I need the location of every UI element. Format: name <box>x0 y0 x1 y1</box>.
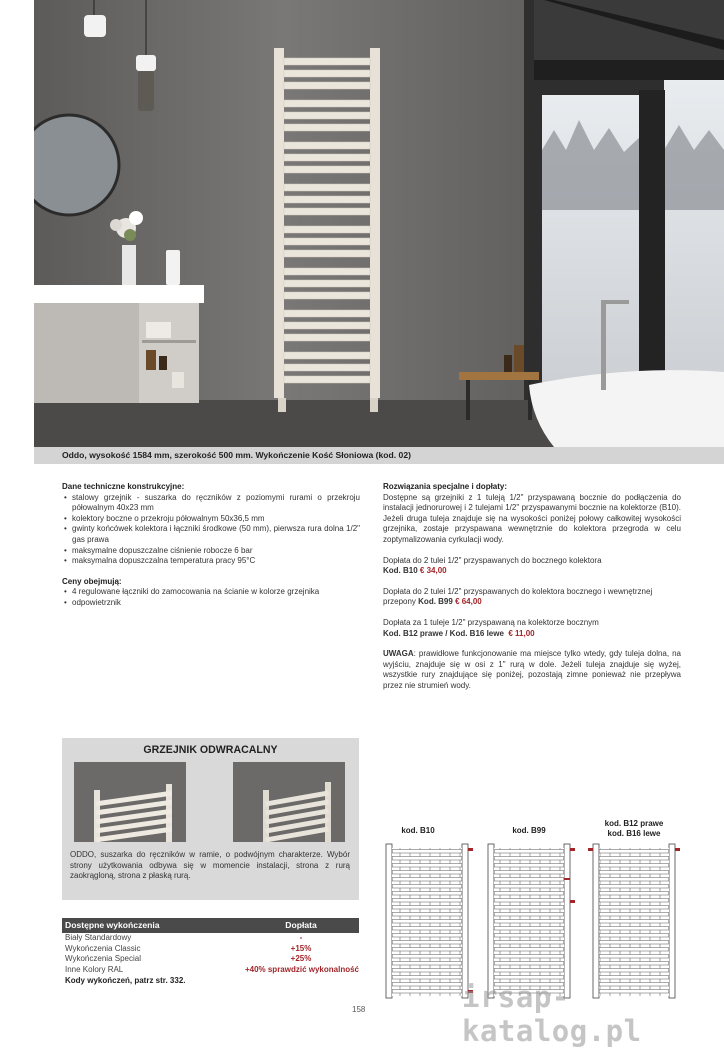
diagram-label-b12-line2: kod. B16 lewe <box>607 829 661 838</box>
tech-specs-section <box>62 482 360 609</box>
list-item <box>62 556 360 567</box>
hero-photo <box>34 0 724 447</box>
list-item: • odpowietrznik <box>62 598 360 609</box>
reversible-description: ODDO, suszarka do ręczników w ramie, o podwójnym charakterze. Wybór strony użytkowania odbywa się w momencie instalacji, strona z rurą zaokrągloną, strona z płaską rurą. <box>70 850 350 881</box>
b12-line <box>383 629 681 640</box>
finishes-head-name: Dostępne wykończenia <box>65 920 160 930</box>
finish-name: Biały Standardowy <box>65 933 132 942</box>
special-intro: Dostępne są grzejniki z 1 tuleją 1/2" przyspawaną bocznie do podłączenia do instalacji jednorurowej i 2 tulejami 1/2" przyspawanymi bocznie na kolektorze (B10). Jeżeli druga tuleja znajduje się na wysokości poniżej połowy całkowitej wysokości grzejnika, zostaje przyspawana wewnętrznie do kolektora przegroda w celu zoptymalizowania cyrkulacji wody. <box>383 492 681 544</box>
tech-specs-title: Dane techniczne konstrukcyjne: <box>62 482 185 491</box>
b99-text: Dopłata do 2 tulei 1/2" przyspawanych do kolektora bocznego i wewnętrznej przepony <box>383 586 653 607</box>
special-solutions-section <box>383 482 681 692</box>
warning-note <box>383 649 681 691</box>
b12-code: Kod. B12 prawe / Kod. B16 lewe <box>383 628 504 638</box>
connection-diagrams <box>380 838 690 1000</box>
diagram-label-b99: kod. B99 <box>512 826 546 835</box>
b10-price: € 34,00 <box>419 566 447 576</box>
bathroom-illustration <box>34 0 724 447</box>
table-row <box>62 965 359 976</box>
reversible-title: GRZEJNIK ODWRACALNY <box>143 744 278 756</box>
finish-price: +15% <box>290 943 312 953</box>
b99-code: Kod. B99 <box>418 597 453 607</box>
photo-caption: Oddo, wysokość 1584 mm, szerokość 500 mm. Wykończenie Kość Słoniowa (kod. 02) <box>34 447 724 464</box>
diagram-label-b10: kod. B10 <box>401 826 435 835</box>
warning-label: UWAGA <box>383 649 414 659</box>
table-row <box>62 933 359 944</box>
finishes-footer: Kody wykończeń, patrz str. 332. <box>65 976 186 986</box>
included-list <box>62 587 360 608</box>
included-title: Ceny obejmują: <box>62 576 122 586</box>
finish-name: Inne Kolory RAL <box>65 964 124 974</box>
towel-radiator <box>274 48 380 412</box>
watermark: irsap-katalog.pl <box>462 980 642 1048</box>
list-item: • kolektory boczne o przekroju półowalnym 50x36,5 mm <box>62 514 360 525</box>
reversible-photo-flat <box>233 762 345 842</box>
finish-name: Wykończenia Special <box>65 954 141 964</box>
diagram-label-b12-line1: kod. B12 prawe <box>604 819 664 828</box>
table-row <box>62 954 359 965</box>
list-item-text: maksymalna dopuszczalna temperatura pracy 95°C <box>72 556 256 566</box>
list-item: • maksymalne dopuszczalne ciśnienie robocze 6 bar <box>62 546 360 557</box>
diagram-b99 <box>488 844 575 998</box>
finish-name: Wykończenia Classic <box>65 943 141 953</box>
finish-price: +25% <box>290 954 312 964</box>
finishes-head-price: Dopłata <box>285 920 317 930</box>
radiator-rounded-illustration <box>74 762 186 842</box>
reversible-photo-rounded <box>74 762 186 842</box>
b12-text: Dopłata za 1 tuleje 1/2" przyspawaną na kolektorze bocznym <box>383 617 599 627</box>
table-row <box>62 944 359 955</box>
list-item: • 4 regulowane łączniki do zamocowania na ścianie w kolorze grzejnika <box>62 587 360 598</box>
warning-text: : prawidłowe funkcjonowanie ma miejsce tylko wtedy, gdy tuleja dolna, na wyjściu, znajduje się w osi z 1" rurą w dole. Jeżeli tuleja znajduje się wyżej, wszystkie rury znajdujące się poniżej, pozostają zimne ponieważ nie przepływa przez nie strumień wody. <box>383 649 681 690</box>
list-item: • stalowy grzejnik - suszarka do ręczników z poziomymi rurami o przekroju półowalnym 40x23 mm <box>62 493 360 514</box>
tech-specs-list <box>62 493 360 567</box>
finish-price: - <box>299 933 303 942</box>
finish-price: +40% sprawdzić wykonalność <box>244 964 359 974</box>
b10-text: Dopłata do 2 tulei 1/2" przyspawanych do bocznego kolektora <box>383 555 602 565</box>
diagram-b10 <box>386 844 473 998</box>
finishes-table <box>62 918 359 986</box>
finishes-header <box>62 918 359 933</box>
b99-price: € 64,00 <box>455 597 482 607</box>
b10-code: Kod. B10 <box>383 566 418 576</box>
reversible-panel <box>62 738 359 900</box>
list-item: • gwinty końcówek kolektora i łączniki środkowe (50 mm), pierwsza rura dolna 1/2" gas prawa <box>62 524 360 545</box>
special-title: Rozwiązania specjalne i dopłaty: <box>383 482 508 491</box>
radiator-flat-illustration <box>233 762 345 842</box>
b99-block <box>383 587 681 608</box>
b10-line <box>383 566 681 577</box>
diagram-label-b12 <box>589 819 679 839</box>
b12-price: € 11,00 <box>508 628 535 638</box>
diagram-b12-b16 <box>588 844 680 998</box>
page-number: 158 <box>352 1005 366 1014</box>
